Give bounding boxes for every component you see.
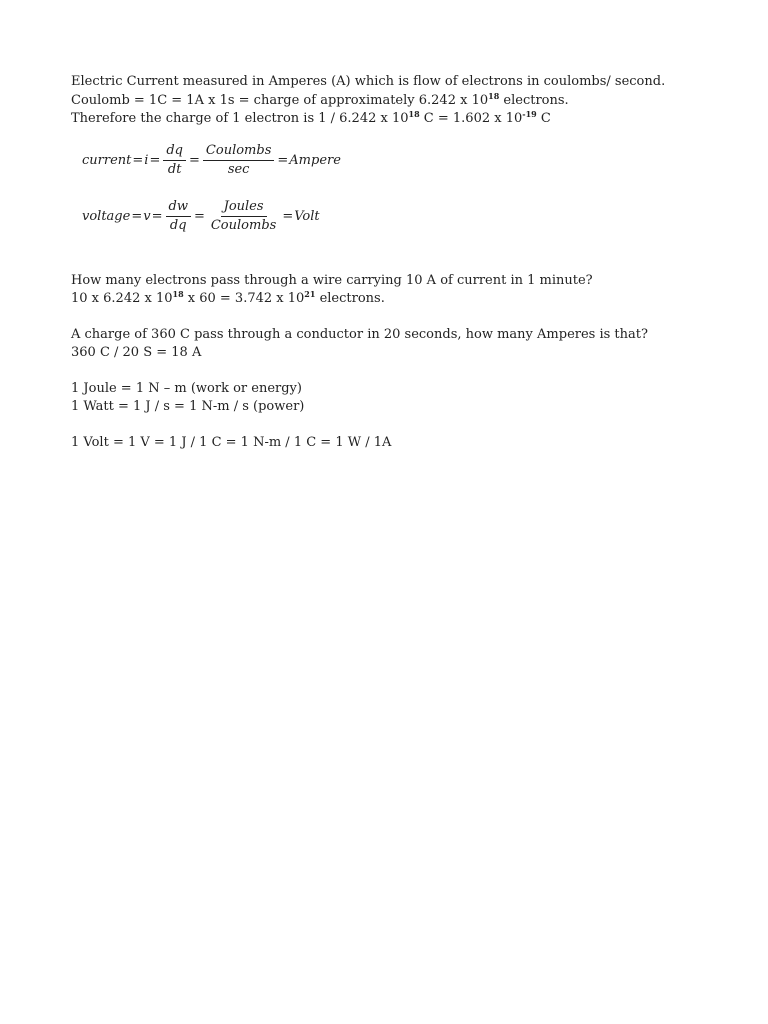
- equals-sign: =: [277, 153, 289, 168]
- voltage-equation: [82, 199, 320, 234]
- intro-line-3: [71, 110, 551, 128]
- equals-sign: =: [131, 209, 143, 224]
- denominator: dt: [167, 162, 182, 177]
- eq-voltage-var: v: [143, 209, 151, 224]
- intro-text-3b: C = 1.602 x 10: [419, 111, 523, 126]
- exponent-18: 18: [408, 109, 420, 119]
- intro-line-1: [71, 73, 665, 91]
- unit-joule: [71, 380, 302, 398]
- equals-sign: =: [149, 153, 161, 168]
- question-1-text: How many electrons pass through a wire carrying 10 A of current in 1 minute?: [71, 273, 593, 288]
- numerator: dw: [166, 199, 191, 217]
- current-equation: [82, 143, 341, 178]
- intro-text-2b: electrons.: [499, 93, 569, 108]
- eq-current-lhs: current: [82, 153, 132, 168]
- intro-text-3c: C: [536, 111, 551, 126]
- equals-sign: =: [132, 153, 144, 168]
- question-1: [71, 272, 593, 290]
- numerator: dq: [163, 143, 186, 161]
- eq-voltage-rhs: Volt: [294, 209, 320, 224]
- eq-current-var: i: [144, 153, 149, 168]
- intro-line-2: [71, 92, 569, 110]
- answer-1-text-a: 10 x 6.242 x 10: [71, 291, 173, 306]
- intro-text-3a: Therefore the charge of 1 electron is 1 / 6.242 x 10: [71, 111, 409, 126]
- equals-sign: =: [282, 209, 294, 224]
- intro-text-2a: Coulomb = 1C = 1A x 1s = charge of approximately 6.242 x 10: [71, 93, 489, 108]
- unit-volt-text: 1 Volt = 1 V = 1 J / 1 C = 1 N-m / 1 C = 1 W / 1A: [71, 435, 392, 450]
- denominator: Coulombs: [210, 218, 277, 233]
- answer-1-text-c: electrons.: [315, 291, 385, 306]
- exponent-18: 18: [488, 91, 500, 101]
- unit-watt-text: 1 Watt = 1 J / s = 1 N-m / s (power): [71, 399, 305, 414]
- denominator: sec: [227, 162, 250, 177]
- answer-2-text: 360 C / 20 S = 18 A: [71, 345, 202, 360]
- numerator: Coulombs: [203, 143, 274, 161]
- eq-voltage-lhs: voltage: [82, 209, 131, 224]
- eq-current-rhs: Ampere: [289, 153, 341, 168]
- fraction-coulombs-sec: [203, 143, 274, 178]
- exponent-18: 18: [172, 289, 184, 299]
- answer-2: [71, 344, 201, 362]
- unit-volt: [71, 434, 391, 452]
- intro-text-1: Electric Current measured in Amperes (A) which is flow of electrons in coulombs/ second.: [71, 74, 666, 89]
- fraction-joules-coulombs: [208, 199, 279, 234]
- equals-sign: =: [193, 209, 205, 224]
- unit-watt: [71, 398, 304, 416]
- exponent-minus-19: -19: [522, 109, 537, 119]
- question-2-text: A charge of 360 C pass through a conductor in 20 seconds, how many Amperes is that?: [71, 327, 648, 342]
- question-2: [71, 326, 648, 344]
- exponent-21: 21: [304, 289, 316, 299]
- equals-sign: =: [189, 153, 200, 168]
- fraction-dw-dq: [166, 199, 191, 234]
- equals-sign: =: [151, 209, 163, 224]
- fraction-dq-dt: [163, 143, 186, 178]
- answer-1: [71, 290, 385, 308]
- numerator: Joules: [221, 199, 267, 217]
- unit-joule-text: 1 Joule = 1 N – m (work or energy): [71, 381, 302, 396]
- denominator: dq: [169, 218, 187, 233]
- answer-1-text-b: x 60 = 3.742 x 10: [183, 291, 305, 306]
